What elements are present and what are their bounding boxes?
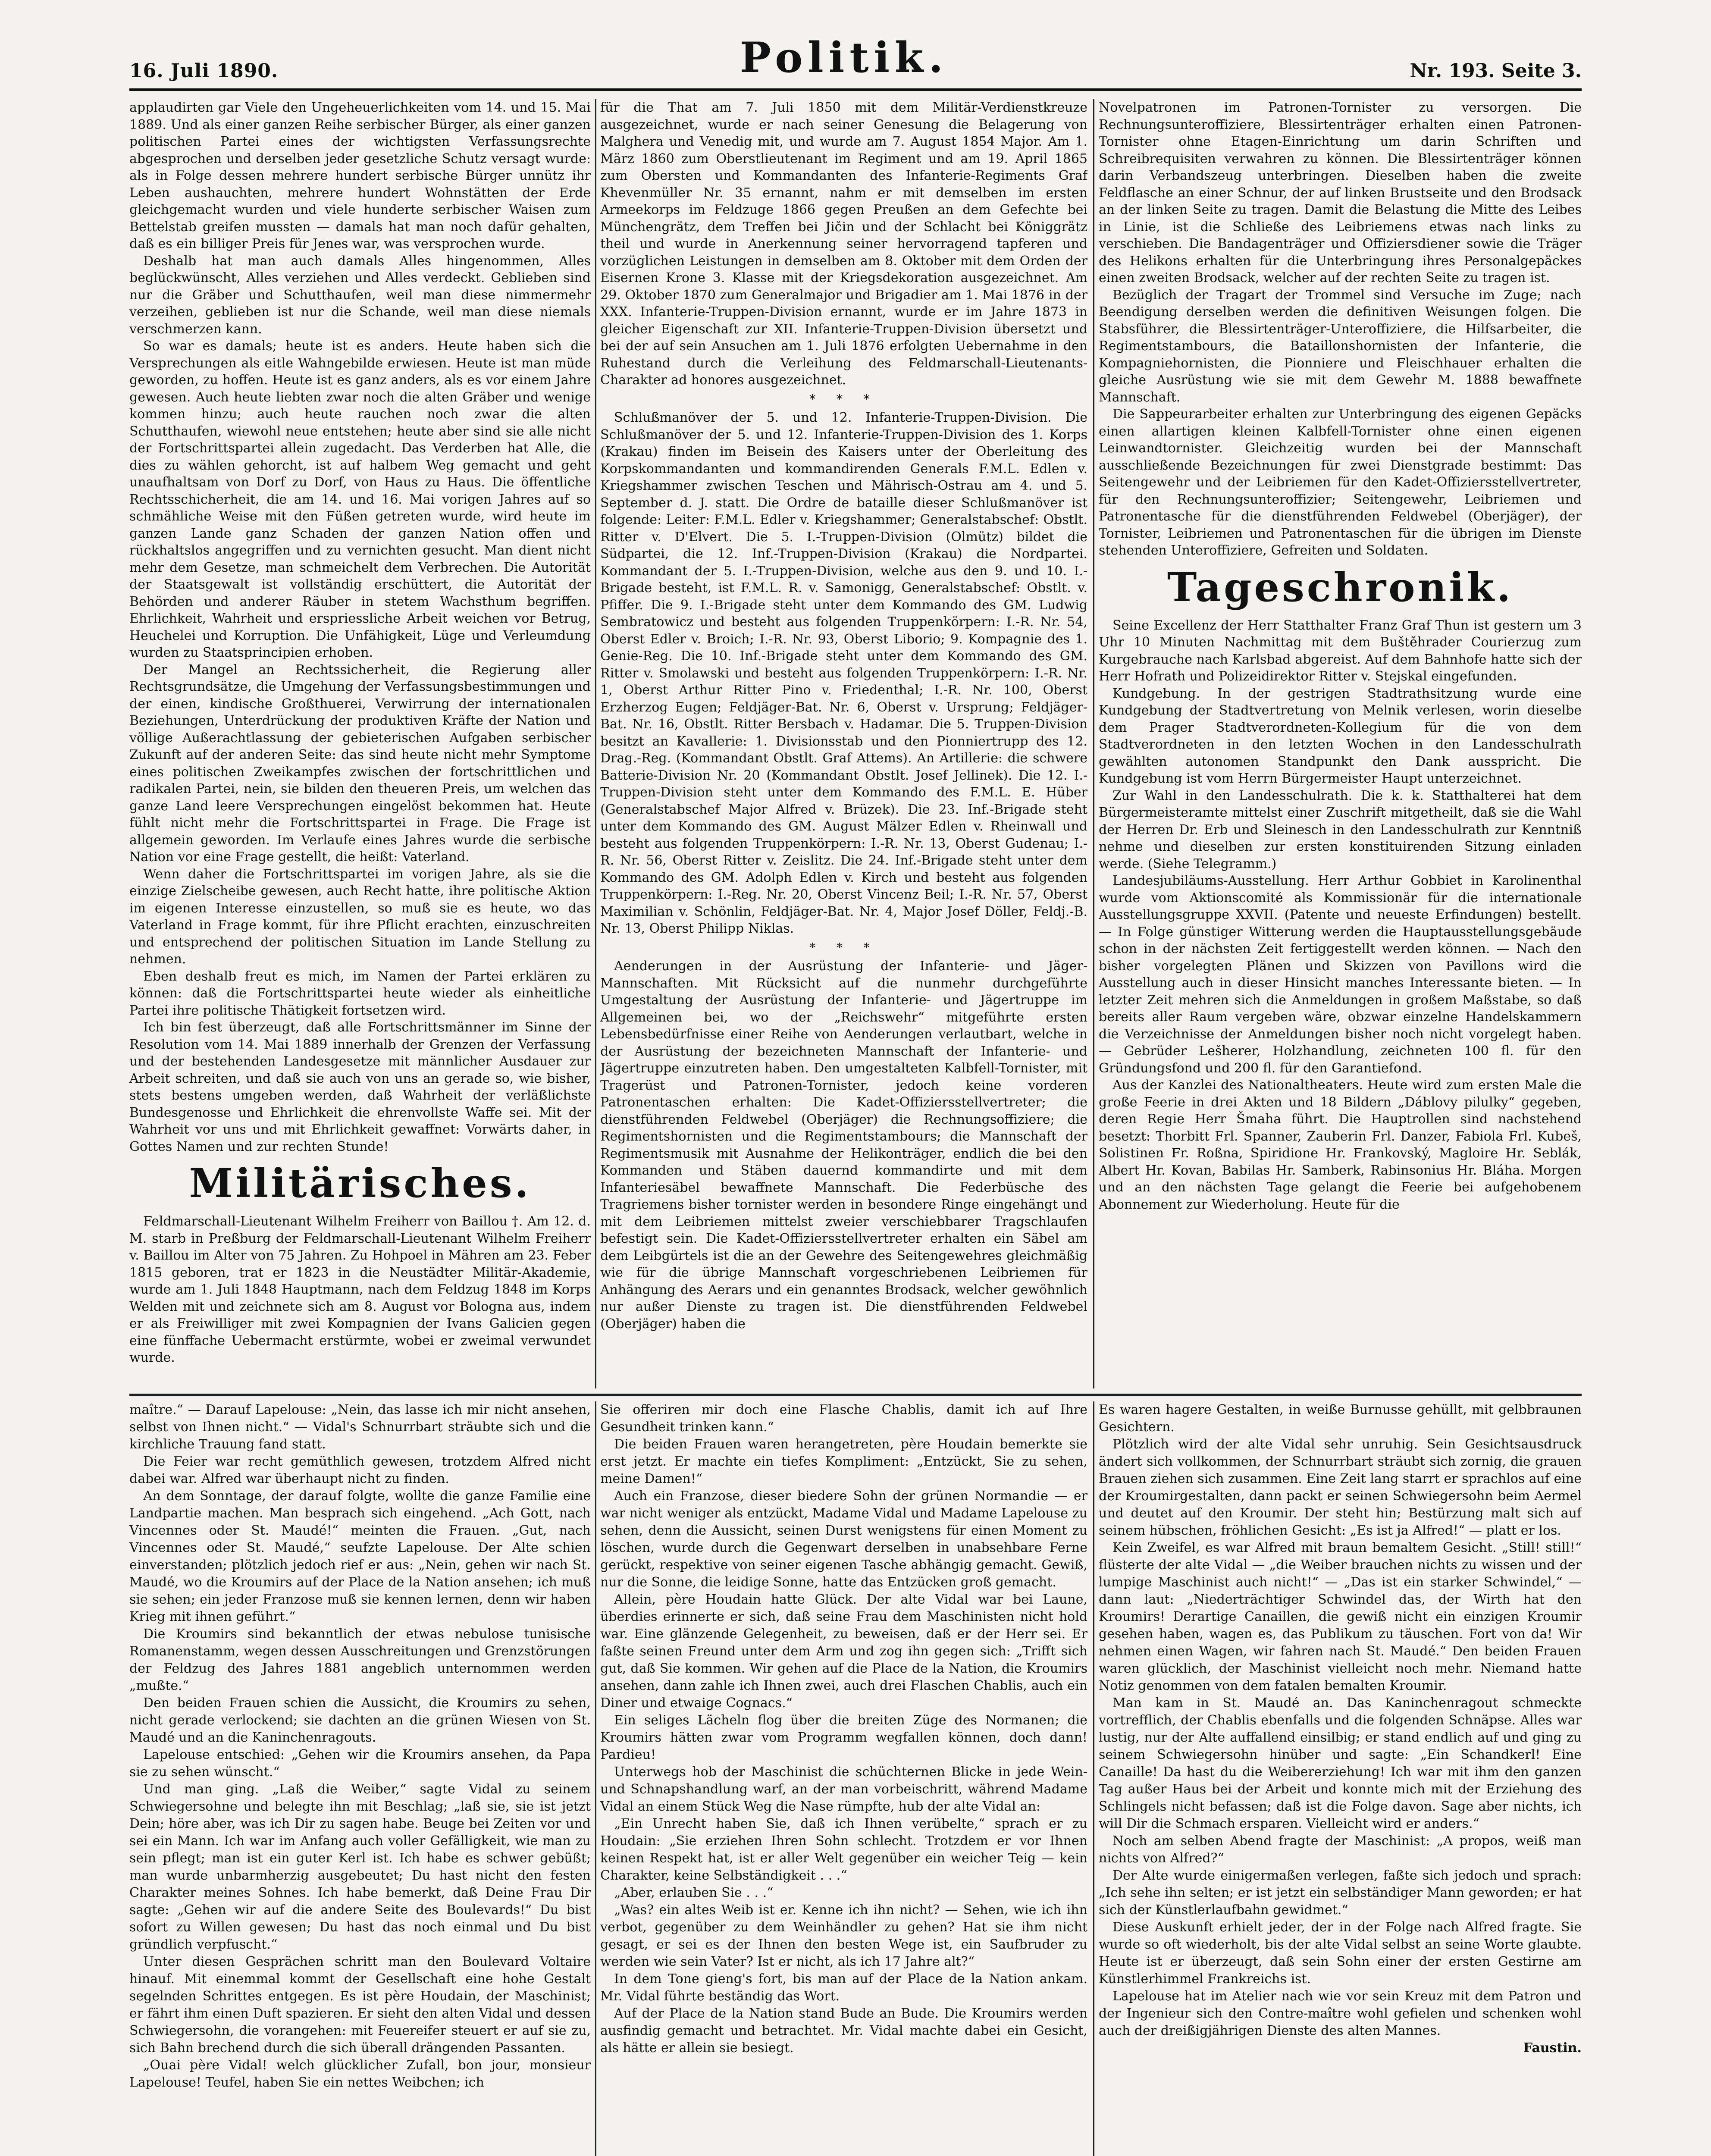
paragraph: Ich bin fest überzeugt, daß alle Fortschrittsmänner im Sinne der Resolution vom 14. Mai 1889 innerhalb der Grenzen der Verfassung und der bestehenden Landesgesetze mit männlicher Ausdauer zur Arbeit schreiten, und daß sie auch von uns an gerade so, wie bisher, stets bestens umgeben werden, daß Wahrheit der verläßlichste Bundesgenosse und Ehrlichkeit die ehrenvollste Waffe sei. Mit der Wahrheit vor uns und mit Ehrlichkeit gewaffnet: Vorwärts daher, in Gottes Namen und zur rechten Stunde!: [129, 1020, 591, 1154]
paragraph: Den beiden Frauen schien die Aussicht, die Kroumirs zu sehen, nicht gerade verlockend; sie dachten an die grünen Wiesen von St. Maudé und an die Kaninchenragouts.: [129, 1695, 591, 1745]
paragraph: Diese Auskunft erhielt jeder, der in der Folge nach Alfred fragte. Sie wurde so oft wiederholt, bis der alte Vidal selbst an seine Worte glaubte. Heute ist er überzeugt, daß sein Sohn einer der ersten Gestirne am Künstlerhimmel Frankreichs ist.: [1099, 1920, 1582, 1987]
paragraph: Noch am selben Abend fragte der Maschinist: „A propos, weiß man nichts von Alfred?“: [1099, 1833, 1582, 1866]
feuilleton-rule: [129, 1394, 1582, 1396]
paragraph: Eben deshalb freut es mich, im Namen der Partei erklären zu können: daß die Fortschrittspartei heute wieder als einheitliche Partei ihre politische Thätigkeit fortsetzen wird.: [129, 968, 591, 1018]
military-article: Feldmarschall-Lieutenant Wilhelm Freiherr von Baillou †. Am 12. d. M. starb in Preßburg der Feldmarschall-Lieutenant Wilhelm Freiherr v. Baillou im Alter von 75 Jahren. Zu Hohpoel in Mähren am 23. Feber 1815 geboren, trat er 1823 in die Neustädter Militär-Akademie, wurde am 1. Juli 1848 Hauptmann, nach dem Feldzug 1848 im Korps Welden mit und zeichnete sich am 8. August vor Bologna aus, indem er als Freiwilliger mit zwei Kompagnien der Ivans Galicien gegen eine fünffache Uebermacht erstürmte, wobei er zweimal verwundet wurde.: [129, 1214, 591, 1365]
paragraph: Lapelouse entschied: „Gehen wir die Kroumirs ansehen, da Papa sie zu sehen wünscht.“: [129, 1747, 591, 1780]
feuilleton-column-1: [129, 1401, 591, 2156]
column-2-upper: [600, 99, 1087, 1388]
paragraph: Der Mangel an Rechtssicherheit, die Regierung aller Rechtsgrundsätze, die Umgehung der Verfassungsbestimmungen und der einen, kindische Großthuerei, Verwirrung der internationalen Beziehungen, Unterdrückung der produktiven Kräfte der Nation und völlige Außerachtlassung der gebieterischen Aufgaben serbischer Zukunft auf der anderen Seite: das sind heute nicht mehr Symptome eines politischen Zweikampfes zwischen der fortschrittlichen und radikalen Partei, nein, sie bilden den theueren Preis, um welchen das ganze Land leere Versprechungen eingelöst bekommen hat. Heute fühlt nicht mehr die Fortschrittspartei in Frage. Die Frage ist allgemein geworden. Im Verlaufe eines Jahres wurde die serbische Nation vor eine Frage gestellt, die heißt: Vaterland.: [129, 662, 591, 865]
issue-number: Nr. 193. Seite 3.: [1410, 60, 1582, 82]
equipment-article: Aenderungen in der Ausrüstung der Infanterie- und Jäger-Mannschaften. Mit Rücksicht auf die nunmehr durchgeführte Umgestaltung der Ausrüstung der Infanterie- und Jägertruppe im Allgemeinen bei, wo der „Reichswehr“ mitgeführte ersten Lebensbedürfnisse einer Reihe von Aenderungen verlautbart, welche in der Ausrüstung der bezeichneten Mannschaft der Infanterie- und Jägertruppe einzutreten haben. Den umgestalteten Kalbfell-Tornister, mit Tragerüst und Patronen-Tornister, jedoch keine vorderen Patronentaschen erhalten: Die Kadet-Offiziersstellvertreter; die dienstführenden Feldwebel (Oberjäger) die Rechnungsoffiziere; die Regimentshornisten und die Regimentstambours; die Mannschaft der Regimentsmusik mit Ausnahme der Helikonträger, endlich die bei den Kommanden und Stäben dauernd kommandirte und mit dem Infanteriesäbel bewaffnete Mannschaft. Die Federbüsche des Tragriemens bisher tornister werden in besondere Ringe eingehängt und mit dem Leibriemen mittelst zweier verschiebbarer Tragschlaufen befestigt sein. Die Kadet-Offiziersstellvertreter erhalten ein Säbel am dem Leibgürtels ist die an der Gewehre des Seitengewehres gleichmäßig wie für die übrige Mannschaft vorgeschriebenen Leibriemen für Anhängung des Aerars und ein genanntes Brodsack, welcher gewöhnlich nur außer Dienste zu tragen ist. Die dienstführenden Feldwebel (Oberjäger) haben die: [600, 959, 1087, 1332]
column-3-upper: [1099, 99, 1582, 1388]
chronicle-item: Landesjubiläums-Ausstellung. Herr Arthur Gobbiet in Karolinenthal wurde vom Aktionscomité als Kommissionär für die internationale Ausstellungsgruppe XXVII. (Patente und neueste Erfindungen) bestellt. — In Folge günstiger Witterung werden die Hauptausstellungsgebäude schon in der nächsten Zeit fertiggestellt werden können. — Nach den bisher vorgelegten Plänen und Skizzen von Pavillons wird die Ausstellung auch in dieser Hinsicht manches Interessante bieten. — In letzter Zeit mehren sich die Anmeldungen in großem Maßstabe, so daß bereits aller Raum vergeben wäre, obzwar einzelne Handelskammern die Verzeichnisse der Anmeldungen bisher noch nicht vorgelegt haben. — Gebrüder Lešherer, Holzhandlung, zeichneten 100 fl. für den Gründungsfond und 200 fl. für den Garantiefond.: [1099, 873, 1582, 1076]
paragraph: Auch ein Franzose, dieser biedere Sohn der grünen Normandie — er war nicht weniger als entzückt, Madame Vidal und Madame Lapelouse zu sehen, denn die Aussicht, seinen Durst wenigstens für einen Moment zu löschen, wurde durch die Gegenwart derselben in unabsehbare Ferne gerückt, respektive von seiner eigenen Tasche abhängig gemacht. Gewiß, nur die Sonne, die leidige Sonne, hatte das Entzücken groß gemacht.: [600, 1489, 1087, 1590]
paragraph: Man kam in St. Maudé an. Das Kaninchenragout schmeckte vortrefflich, der Chablis ebenfalls und die folgenden Schnäpse. Alles war lustig, nur der Alte auffallend einsilbig; er stand endlich auf und ging zu seinem Schwiegersohn hinüber und sagte: „Ein Schandkerl! Eine Canaille! Da hast du die Weibererziehung! Ich war mit ihm den ganzen Tag außer Haus bei der Arbeit und konnte mich mit der Erziehung des Schlingels nicht befassen; daß ist die Folge davon. Sage aber nichts, ich will Dir die Schmach ersparen. Vielleicht wird er anders.“: [1099, 1695, 1582, 1831]
military-heading: Militärisches.: [189, 1160, 531, 1206]
paragraph: Die Feier war recht gemüthlich gewesen, trotzdem Alfred nicht dabei war. Alfred war überhaupt nicht zu finden.: [129, 1454, 591, 1486]
paragraph: Die beiden Frauen waren herangetreten, père Houdain bemerkte sie erst jetzt. Er machte ein tiefes Kompliment: „Entzückt, Sie zu sehen, meine Damen!“: [600, 1437, 1087, 1486]
separator-stars: * * *: [809, 392, 878, 406]
column-divider: [595, 1401, 596, 2156]
paragraph: So war es damals; heute ist es anders. Heute haben sich die Versprechungen als eitle Wahngebilde erwiesen. Heute ist man müde geworden, zu hoffen. Heute ist es ganz anders, als es vor einem Jahre gewesen. Auch heute liebten zwar noch die alten Gräber und wenige kommen hinzu; auch heute rauchen noch zwar die alten Schutthaufen, wiewohl neue entstehen; heute aber sind sie alle nicht der Fortschrittspartei allein zugedacht. Das Verderben hat Alle, die dies zu wählen gehorcht, ist auf halbem Weg gemacht und geht unaufhaltsam von Dorf zu Dorf, von Haus zu Haus. Die öffentliche Rechtsschicherheit, die am 14. und 16. Mai vorigen Jahres auf so schmähliche Weise mit den Füßen getreten wurde, wird heute im ganzen Lande ganz Schaden der ganzen Nation offen und rückhaltslos angegriffen und zu vernichten gesucht. Man dient nicht mehr dem Gesetze, man schmeichelt dem Verbrechen. Die Autorität der Staatsgewalt ist vollständig erschüttert, die Autorität der Behörden und anderer Räuber in stetem Wachsthum begriffen. Ehrlichkeit, Wahrheit und erspriessliche Arbeit weichen vor Betrug, Heuchelei und Korruption. Die Unfähigkeit, Lüge und Verleumdung wurden zu Staatsprincipien erhoben.: [129, 338, 591, 660]
paragraph: maître.“ — Darauf Lapelouse: „Nein, das lasse ich mir nicht ansehen, selbst von Ihnen nicht.“ — Vidal's Schnurrbart sträubte sich und die kirchliche Trauung fand statt.: [129, 1402, 591, 1452]
chronicle-heading: Tageschronik.: [1167, 564, 1514, 611]
paragraph: Ein seliges Lächeln flog über die breiten Züge des Normanen; die Kroumirs hätten zwar vom Programm wegfallen können, doch dann! Pardieu!: [600, 1713, 1087, 1762]
paragraph: Es waren hagere Gestalten, in weiße Burnusse gehüllt, mit gelbbraunen Gesichtern.: [1099, 1402, 1582, 1435]
paragraph: Und man ging. „Laß die Weiber,“ sagte Vidal zu seinem Schwiegersohne und belegte ihn mit Beschlag; „laß sie, sie ist jetzt Dein; höre aber, was ich Dir zu sagen habe. Beuge bei Zeiten vor und sei ein Mann. Ich war im Anfang auch voller Gefälligkeit, wie man zu sein pflegt; man ist ein guter Kerl ist. Ich habe es schwer gebüßt; man wurde unbarmherzig ausgebeutet; Du hast nicht den festen Charakter meines Sohnes. Ich habe bemerkt, daß Deine Frau Dir sagte: „Gehen wir auf die andere Seite des Boulevards!“ Du bist sofort zu Willen gewesen; Du hast das noch einmal und Du bist gründlich verpfuscht.“: [129, 1782, 591, 1952]
column-divider: [595, 99, 596, 1388]
paragraph: für die That am 7. Juli 1850 mit dem Militär-Verdienstkreuze ausgezeichnet, wurde er nach seiner Genesung die Belagerung von Malghera und Venedig mit, und wurde am 7. August 1854 Major. Am 1. März 1860 zum Oberstlieutenant im Regiment und am 19. April 1865 zum Obersten und Kommandanten des Infanterie-Regiments Graf Khevenmüller Nr. 35 ernannt, nahm er mit demselben im ersten Armeekorps im Feldzuge 1866 gegen Preußen an dem Gefechte bei Münchengrätz, dem Treffen bei Jičin und der Schlacht bei Königgrätz theil und wurde in Anerkennung seiner hervorragend tapferen und vorzüglichen Leistungen in demselben am 8. Oktober mit dem Orden der Eisernen Krone 3. Klasse mit der Kriegsdekoration ausgezeichnet. Am 29. Oktober 1870 zum Generalmajor und Brigadier am 1. Mai 1876 in der XXX. Infanterie-Truppen-Division ernannt, wurde er im Jahre 1873 in gleicher Eigenschaft zur XII. Infanterie-Truppen-Division übersetzt und bei der auf sein Ansuchen am 1. Juli 1876 erfolgten Uebernahme in den Ruhestand durch die Verleihung des Feldmarschall-Lieutenants-Charakter ad honores ausgezeichnet.: [600, 100, 1087, 388]
separator-stars: * * *: [809, 940, 878, 955]
section-title: Politik.: [740, 33, 948, 82]
paragraph: An dem Sonntage, der darauf folgte, wollte die ganze Familie eine Landpartie machen. Man besprach sich eingehend. „Ach Gott, nach Vincennes oder St. Maudé!“ meinten die Frauen. „Gut, nach Vincennes oder St. Maudé,“ seufzte Lapelouse. Der Alte schien einverstanden; plötzlich jedoch rief er aus: „Nein, gehen wir nach St. Maudé, wo die Kroumirs auf der Place de la Nation ansehen; ich muß sie sehen; ein jeder Franzose muß sie kennen lernen, denn wir haben Krieg mit ihnen geführt.“: [129, 1489, 591, 1624]
paragraph: Unterwegs hob der Maschinist die schüchternen Blicke in jede Wein- und Schnapshandlung warf, an der man vorbeischritt, während Madame Vidal an einem Stück Weg die Nase rümpfte, hub der alte Vidal an:: [600, 1764, 1087, 1814]
paragraph: Die Kroumirs sind bekanntlich der etwas nebulose tunisische Romanenstamm, wegen dessen Ausschreitungen und Grenzstörungen der Feldzug des Jahres 1881 angeblich unternommen werden „mußte.“: [129, 1626, 591, 1693]
paragraph: Plötzlich wird der alte Vidal sehr unruhig. Sein Gesichtsausdruck ändert sich vollkommen, der Schnurrbart sträubt sich zornig, die grauen Brauen ziehen sich zusammen. Eine Zeit lang starrt er sprachlos auf eine der Kroumirgestalten, dann packt er seinen Schwiegersohn beim Aermel und deutet auf den Kroumir. Der steht hin; Bestürzung malt sich auf seinem hübschen, fröhlichen Gesicht: „Es ist ja Alfred!“ — platt er los.: [1099, 1437, 1582, 1538]
article-continuation: [129, 99, 591, 1155]
paragraph: Kein Zweifel, es war Alfred mit braun bemaltem Gesicht. „Still! still!“ flüsterte der alte Vidal — „die Weiber brauchen nichts zu wissen und der lumpige Maschinist auch nicht!“ — „Das ist ein starker Schwindel,“ — dann laut: „Niederträchtiger Schwindel das, der Wirth hat den Kroumirs! Derartige Canaillen, die gewiß nicht ein einzigen Kroumir gesehen haben, wagen es, das Publikum zu täuschen. Fort von da! Wir nehmen einen Wagen, wir fahren nach St. Maudé.“ Den beiden Frauen waren glücklich, der Maschinist vielleicht noch mehr. Niemand hatte Notiz genommen von dem fatalen bemalten Kroumir.: [1099, 1540, 1582, 1693]
chronicle-item: Zur Wahl in den Landesschulrath. Die k. k. Statthalterei hat dem Bürgermeisteramte mittelst einer Zuschrift mitgetheilt, daß sie die Wahl der Herren Dr. Erb und Sleinesch in den Landesschulrath zur Kenntniß nehme und dieselben zur ersten konstituirenden Sitzung einladen werde. (Siehe Telegramm.): [1099, 788, 1582, 871]
chronicle-item: Kundgebung. In der gestrigen Stadtrathsitzung wurde eine Kundgebung der Stadtvertretung von Melnik verlesen, worin dieselbe dem Prager Stadtverordneten-Kollegium für die von dem Stadtverordneten in den letzten Wochen in den Landesschulrath gewählten autonomen Standpunkt den Dank ausspricht. Die Kundgebung ist vom Herrn Bürgermeister Haupt unterzeichnet.: [1099, 686, 1582, 786]
issue-date: 16. Juli 1890.: [129, 60, 279, 82]
paragraph: „Aber, erlauben Sie . . .“: [614, 1885, 774, 1900]
paragraph: Wenn daher die Fortschrittspartei im vorigen Jahre, als sie die einzige Zielscheibe gewesen, auch Recht hatte, ihre politische Aktion im eigenen Interesse einzustellen, so muß sie es heute, wo das Vaterland in Frage kommt, für ihre Pflicht erachten, einzuschreiten und entsprechend der politischen Situation im Lande Stellung zu nehmen.: [129, 866, 591, 967]
paragraph: In dem Tone gieng's fort, bis man auf der Place de la Nation ankam. Mr. Vidal führte beständig das Wort.: [600, 1971, 1087, 2004]
paragraph: Sie offeriren mir doch eine Flasche Chablis, damit ich auf Ihre Gesundheit trinken kann.“: [600, 1402, 1087, 1435]
masthead-rule: [129, 88, 1582, 91]
paragraph: Der Alte wurde einigermaßen verlegen, faßte sich jedoch und sprach: „Ich sehe ihn selten; er ist jetzt ein selbständiger Mann geworden; er hat sich der Künstlerlaufbahn gewidmet.“: [1099, 1868, 1582, 1918]
paragraph: „Ouai père Vidal! welch glücklicher Zufall, bon jour, monsieur Lapelouse! Teufel, haben Sie ein nettes Weibchen; ich: [129, 2058, 591, 2090]
paragraph: „Ein Unrecht haben Sie, daß ich Ihnen verübelte,“ sprach er zu Houdain: „Sie erziehen Ihren Sohn schlecht. Trotzdem er vor Ihnen keinen Respekt hat, ist er aller Welt gegenüber ein weicher Teig — kein Charakter, keine Selbständigkeit . . .“: [600, 1816, 1087, 1883]
chronicle-item: Aus der Kanzlei des Nationaltheaters. Heute wird zum ersten Male die große Feerie in drei Akten und 18 Bildern „Dáblovy pilulky“ gegeben, deren Regie Herr Šmaha führt. Die Hauptrollen sind nachstehend besetzt: Thorbitt Frl. Spanner, Zauberin Frl. Danzer, Fabiola Frl. Kubeš, Solistinen Fr. Roßna, Spiridione Hr. Frankovský, Magloire Hr. Seblák, Albert Hr. Kovan, Babilas Hr. Samberk, Rabinsonius Hr. Bláha. Morgen und an den nächsten Tage gelangt die Feerie bei aufgehobenem Abonnement zur Wiederholung. Heute für die: [1099, 1078, 1582, 1212]
paragraph: Deshalb hat man auch damals Alles hingenommen, Alles beglückwünscht, Alles verziehen und Alles verdeckt. Geblieben sind nur die Gräber und Schutthaufen, weil man diese nimmermehr verzeihen, geblieben ist nur die Schande, weil man diese niemals verschmerzen kann.: [129, 253, 591, 337]
paragraph: Bezüglich der Tragart der Trommel sind Versuche im Zuge; nach Beendigung derselben werden die definitiven Weisungen folgen. Die Stabsführer, die Blessirtenträger-Unteroffiziere, die Hilfsarbeiter, die Regimentstambours, die Bataillonshornisten der Infanterie, die Kompagniehornisten, die Pionniere und Fleischhauer erhalten die gleiche Ausrüstung wie sie mit dem Gewehr M. 1888 bewaffnete Mannschaft.: [1099, 287, 1582, 405]
paragraph: Lapelouse hat im Atelier nach wie vor sein Kreuz mit dem Patron und der Ingenieur sich den Contre-maître wohl gefielen und schenken wohl auch der dreißigjährigen Dienste des alten Mannes.: [1099, 1989, 1582, 2038]
feuilleton-column-2: [600, 1401, 1087, 2156]
maneuver-article: Schlußmanöver der 5. und 12. Infanterie-Truppen-Division. Die Schlußmanöver der 5. und 12. Infanterie-Truppen-Division des 1. Korps (Krakau) finden im Beisein des Kaisers unter der Oberleitung des Korpskommandanten und kommandirenden Generals F.M.L. Edlen v. Kriegshammer zwischen Teschen und Mährisch-Ostrau am 4. und 5. September d. J. statt. Die Ordre de bataille dieser Schlußmanöver ist folgende: Leiter: F.M.L. Edler v. Kriegshammer; Generalstabschef: Obstlt. Ritter v. D'Elvert. Die 5. I.-Truppen-Division (Olmütz) bildet die Südpartei, die 12. Inf.-Truppen-Division (Krakau) die Nordpartei. Kommandant der 5. I.-Truppen-Division, welche aus den 9. und 10. I.-Brigade besteht, ist F.M.L. R. v. Samonigg, Generalstabschef: Obstlt. v. Pfiffer. Die 9. I.-Brigade steht unter dem Kommando des GM. Ludwig Sembratowicz und besteht aus folgenden Truppenkörpern: I.-R. Nr. 54, Oberst Edler v. Broich; I.-R. Nr. 93, Oberst Liborio; 9. Kompagnie des 1. Genie-Reg. Die 10. Inf.-Brigade steht unter dem Kommando des GM. Ritter v. Smolawski und besteht aus folgenden Truppenkörpern: I.-R. Nr. 1, Oberst Arthur Ritter Pino v. Friedenthal; I.-R. Nr. 100, Oberst Erzherzog Eugen; Feldjäger-Bat. Nr. 6, Oberst v. Ursprung; Feldjäger-Bat. Nr. 16, Obstlt. Ritter Bersbach v. Hadamar. Die 5. Truppen-Division besitzt an Kavallerie: 1. Divisionsstab und den Pionniertrupp des 12. Drag.-Reg. (Kommandant Obstlt. Graf Attems). An Artillerie: die schwere Batterie-Division Nr. 20 (Kommandant Obstlt. Josef Jellinek). Die 12. I.-Truppen-Division steht unter dem Kommando des F.M.L. E. Hüber (Generalstabschef Major Alfred v. Brüzek). Die 23. Inf.-Brigade steht unter dem Kommando des GM. August Mälzer Edlen v. Rheinwall und besteht aus folgenden Truppenkörpern: I.-R. Nr. 13, Oberst Gudenau; I.-R. Nr. 56, Oberst Ritter v. Zeislitz. Die 24. Inf.-Brigade steht unter dem Kommando des GM. Adolph Edlen v. Kirch und besteht aus folgenden Truppenkörpern: I.-Reg. Nr. 20, Oberst Vincenz Beil; I.-R. Nr. 57, Oberst Maximilian v. Schönlin, Feldjäger-Bat. Nr. 4, Major Josef Döller, Feldj.-B. Nr. 13, Oberst Philipp Niklas.: [600, 410, 1087, 936]
paragraph: Allein, père Houdain hatte Glück. Der alte Vidal war bei Laune, überdies erinnerte er sich, daß seine Frau dem Maschinisten nicht hold war. Eine glänzende Gelegenheit, zu beweisen, daß er der Herr sei. Er faßte seinen Freund unter dem Arm und zog ihn gegen sich: „Trifft sich gut, daß Sie kommen. Wir gehen auf die Place de la Nation, die Kroumirs ansehen, dann zahle ich Ihnen zwei, auch drei Flaschen Chablis, auch ein Diner und etwaige Cognacs.“: [600, 1592, 1087, 1711]
chronicle-item: Seine Excellenz der Herr Statthalter Franz Graf Thun ist gestern um 3 Uhr 10 Minuten Nachmittag mit dem Buštěhrader Courierzug zum Kurgebrauche nach Karlsbad abgereist. Auf dem Bahnhofe hatte sich der Herr Hofrath und Polizeidirektor Ritter v. Stejskal eingefunden.: [1099, 617, 1582, 684]
column-divider: [1093, 1401, 1094, 2156]
column-1-upper: [129, 99, 591, 1388]
feuilleton-column-3: [1099, 1401, 1582, 2156]
column-divider: [1093, 99, 1094, 1388]
paragraph: Auf der Place de la Nation stand Bude an Bude. Die Kroumirs werden ausfindig gemacht und betrachtet. Mr. Vidal machte dabei ein Gesicht, als hätte er allein sie besiegt.: [600, 2006, 1087, 2056]
paragraph: Die Sappeurarbeiter erhalten zur Unterbringung des eigenen Gepäcks einen allartigen kleinen Kalbfell-Tornister ohne einen eigenen Leinwandtornister. Gleichzeitig wurden bei der Mannschaft ausschließende Bezeichnungen für zwei Dienstgrade bestimmt: Das Seitengewehr und der Leibriemen für den Kadet-Offiziersstellvertreter, für den Rechnungsunteroffizier; Seitengewehr, Leibriemen und Patronentasche für die dienstführenden Feldwebel (Oberjäger), der Tornister, Leibriemen und Patronentaschen für die übrigen im Dienste stehenden Unteroffiziere, Gefreiten und Soldaten.: [1099, 407, 1582, 558]
author-signature: Faustin.: [1523, 2040, 1582, 2056]
paragraph: „Was? ein altes Weib ist er. Kenne ich ihn nicht? — Sehen, wie ich ihn verbot, gegenüber zu dem Weinhändler zu gehen? Hat sie ihm nicht gesagt, er sei es der Ihnen den besten Wege ist, ein Saufbruder zu werden wie sein Vater? Ist er nicht, als ich 17 Jahre alt?“: [600, 1902, 1087, 1969]
paragraph: Novelpatronen im Patronen-Tornister zu versorgen. Die Rechnungsunteroffiziere, Blessirtenträger erhalten einen Patronen-Tornister ohne Etagen-Einrichtung um darin Schriften und Schreibrequisiten verwahren zu können. Die Blessirtenträger können darin Verbandszeug unterbringen. Dieselben haben die zweite Feldflasche an einer Schnur, der auf linken Brustseite und den Brodsack an der linken Seite zu tragen. Damit die Belastung die Mitte des Leibes in Linie, ist die Schließe des Leibriemens etwas nach links zu verschieben. Die Bandagenträger und Offiziersdiener sowie die Träger des Helikons erhalten für die Unterbringung ihres Personalgepäckes einen zweiten Brodsack, welcher auf der rechten Seite zu tragen ist.: [1099, 100, 1582, 285]
paragraph: applaudirten gar Viele den Ungeheuerlichkeiten vom 14. und 15. Mai 1889. Und als einer ganzen Reihe serbischer Bürger, als einer ganzen politischen Partei eines der wichtigsten Verfassungsrechte abgesprochen und derselben jeder gesetzliche Schutz versagt wurde: als in Folge dessen mehrere hundert serbische Bürger unnütz ihr Leben aushauchten, mehrere hundert Wohnstätten der Erde gleichgemacht wurden und viele hunderte serbischer Waisen zum Bettelstab greifen mussten — damals hat man noch dafür gehalten, daß es ein billiger Preis für Jenes war, was versprochen wurde.: [129, 100, 591, 251]
masthead: [129, 9, 1582, 82]
paragraph: Unter diesen Gesprächen schritt man den Boulevard Voltaire hinauf. Mit einemmal kommt der Gesellschaft eine hohe Gestalt segelnden Schrittes entgegen. Es ist père Houdain, der Maschinist; er fährt ihm einen Duft spazieren. Er sieht den alten Vidal und dessen Schwiegersohn, die vorangehen: mit Feuereifer steuert er auf sie zu, sich Bahn brechend durch die sich überall drängenden Passanten.: [129, 1954, 591, 2056]
